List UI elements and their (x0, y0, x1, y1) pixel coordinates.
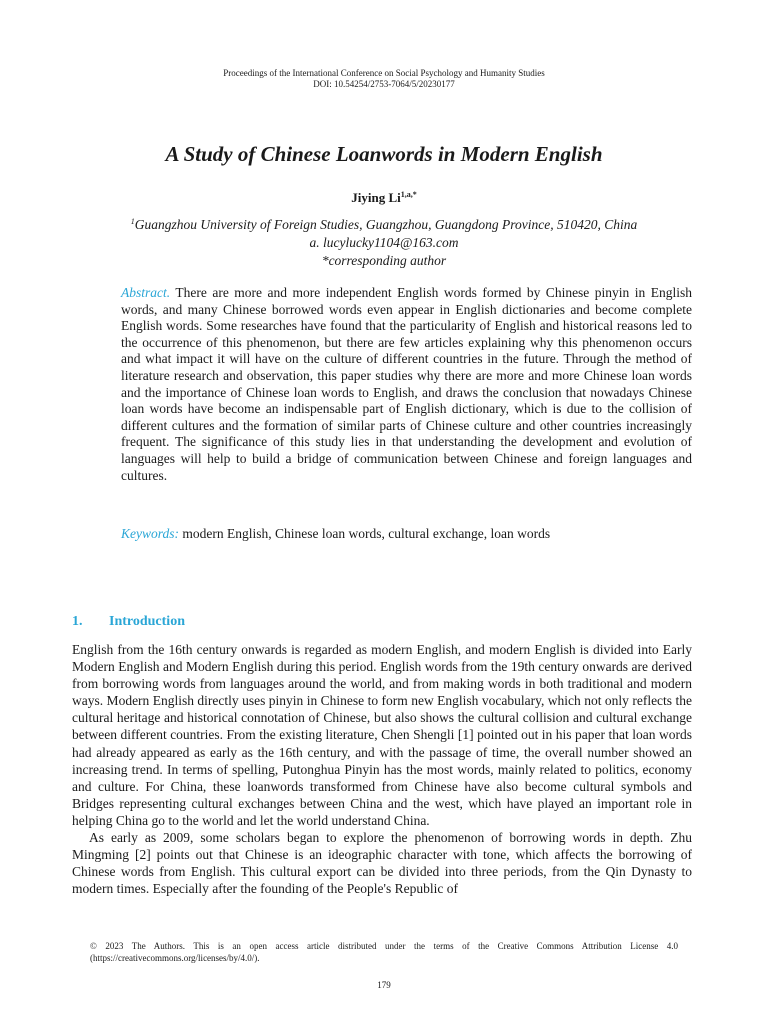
section-heading-introduction (72, 614, 185, 630)
affiliation-email: a. lucylucky1104@163.com (309, 235, 459, 250)
corresponding-author-note: *corresponding author (321, 253, 447, 268)
affiliation-superscript: 1 (130, 217, 135, 226)
abstract-text: There are more and more independent English words formed by Chinese pinyin in English words, and many Chinese borrowed words even appear in English dictionaries and become complete English words. Some researches have found that the particularity of English and historical reasons led to the occurrence of this phenomenon, but there are few articles explaining why this phenomenon occurs and what impact it will have on the culture of different countries in the future. Through the method of literature research and observation, this paper studies why there are more and more Chinese loan words and the importance of Chinese loan words to English, and draws the conclusion that nowadays Chinese loan words have become an indispensable part of English dictionary, which is due to the collision of different cultures and the formation of similar parts of Chinese culture and other countries increasingly frequent. The significance of this study lies in that understanding the development and evolution of languages will help to build a bridge of communication between Chinese and foreign languages and cultures. (121, 285, 692, 483)
section-number: 1. (72, 614, 83, 629)
paper-title: A Study of Chinese Loanwords in Modern English (165, 142, 603, 166)
header-doi: DOI: 10.54254/2753-7064/5/20230177 (313, 79, 455, 89)
affiliation-block (0, 213, 768, 270)
page-number: 179 (377, 980, 391, 990)
abstract-label: Abstract. (121, 285, 171, 300)
license-footnote: © 2023 The Authors. This is an open access article distributed under the terms of the Creative Commons Attribution License 4.0 (https://creativecommons.org/licenses/by/4.0/). (90, 941, 678, 963)
keywords-text: modern English, Chinese loan words, cultural exchange, loan words (182, 526, 551, 541)
abstract (121, 285, 692, 484)
author-superscript: 1,a,* (400, 190, 417, 199)
author-name: Jiying Li (351, 190, 401, 205)
body-paragraph-2: As early as 2009, some scholars began to explore the phenomenon of borrowing words in depth. Zhu Mingming [2] points out that Chinese is an ideographic character with tone, which affects the borrowing of Chinese words from English. This cultural export can be divided into three periods, from the Qin Dynasty to modern times. Especially after the founding of the People's Republic of (72, 830, 692, 897)
section-title: Introduction (109, 614, 185, 629)
keywords-label: Keywords: (121, 526, 179, 541)
author-line (0, 190, 768, 206)
keywords (121, 525, 692, 543)
body-paragraph-1: English from the 16th century onwards is regarded as modern English, and modern English is divided into Early Modern English and Modern English during this period. English words from the 19th century onwards are derived from borrowing words from languages around the world, and from making words in both traditional and modern ways. Modern English directly uses pinyin in Chinese to form new English vocabulary, which not only reflects the cultural heritage and historical connotation of Chinese, but also shows the cultural collision and cultural exchange between different countries. From the existing literature, Chen Shengli [1] pointed out in his paper that loan words had already appeared as early as the 16th century, and with the passage of time, the overall number showed an increasing trend. In terms of spelling, Putonghua Pinyin has the most words, mainly related to politics, economy and culture. For China, these loanwords transformed from Chinese have also become cultural symbols and Bridges representing cultural exchanges between China and the west, which have played an important role in helping China go to the world and let the world understand China. (72, 642, 692, 828)
affiliation-institution: Guangzhou University of Foreign Studies, Guangzhou, Guangdong Province, 510420, China (134, 217, 638, 232)
introduction-body (72, 641, 692, 897)
header-proceedings: Proceedings of the International Conference on Social Psychology and Humanity Studies (223, 68, 545, 78)
running-header (0, 68, 768, 90)
